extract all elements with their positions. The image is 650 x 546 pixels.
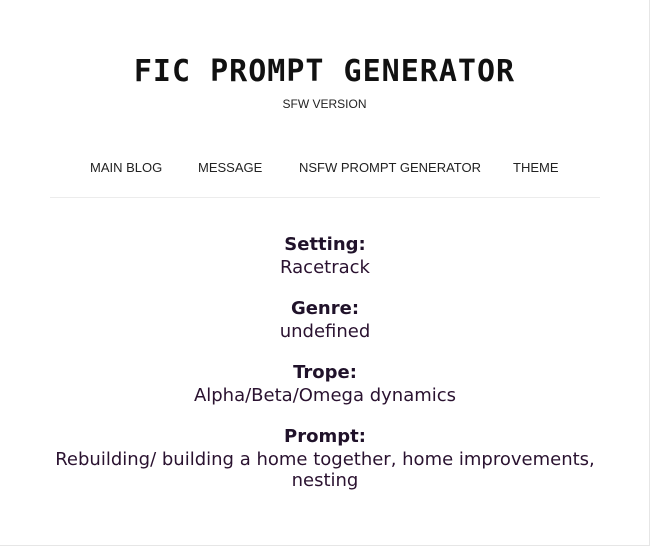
trope-value: Alpha/Beta/Omega dynamics [193,385,457,406]
genre-field [50,297,600,342]
prompt-value: Rebuilding/ building a home together, home improvements, nesting [55,449,595,491]
nav-link-message[interactable]: MESSAGE [198,160,263,175]
prompt-result [50,233,600,510]
site-title[interactable]: FIC PROMPT GENERATOR [133,54,516,89]
trope-field [50,361,600,406]
trope-label: Trope: [293,362,357,383]
setting-label: Setting: [284,234,366,255]
genre-value: undefined [279,321,371,342]
header-divider [50,197,600,198]
setting-field [50,233,600,278]
nav-link-main-blog[interactable]: MAIN BLOG [90,160,163,175]
nav-link-theme[interactable]: THEME [513,160,559,175]
site-subtitle: SFW VERSION [282,97,367,111]
prompt-field [50,425,600,491]
prompt-label: Prompt: [284,426,366,447]
main-nav [0,158,649,178]
nav-link-nsfw-prompt-generator[interactable]: NSFW PROMPT GENERATOR [299,160,482,175]
setting-value: Racetrack [280,257,370,278]
genre-label: Genre: [290,298,360,319]
